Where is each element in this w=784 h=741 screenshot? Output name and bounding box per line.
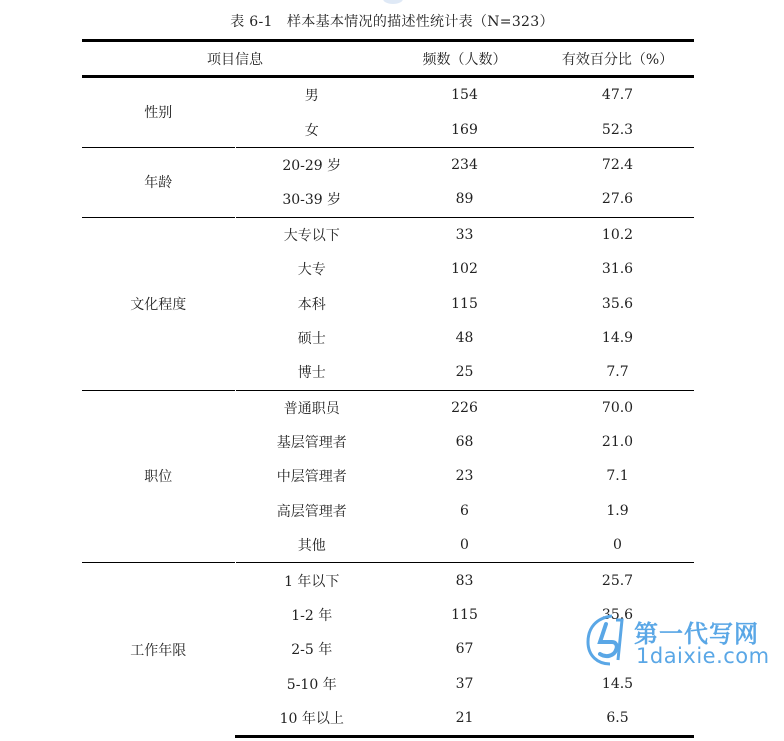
count-cell: 115 (451, 607, 478, 624)
percent-cell: 35.6 (601, 607, 634, 624)
table-row (82, 77, 694, 113)
item-cell: 5-10 年 (286, 676, 337, 693)
count-cell: 33 (388, 217, 541, 252)
percent-cell: 25.7 (541, 563, 694, 598)
table-row (82, 563, 694, 598)
count-cell: 226 (388, 390, 541, 425)
percent-cell: 21.0 (601, 434, 634, 451)
watermark-domain-text: 1daixie.com (636, 644, 770, 668)
count-cell: 234 (388, 147, 541, 182)
percent-cell: 7.1 (606, 468, 629, 485)
percent-cell: 6.5 (541, 701, 694, 737)
table-row (82, 390, 694, 425)
header-project-info: 项目信息 (82, 41, 388, 77)
count-cell: 48 (455, 329, 474, 346)
item-cell: 高层管理者 (276, 503, 347, 520)
item-cell: 普通职员 (235, 390, 388, 425)
header-percent: 有效百分比（%） (541, 41, 694, 77)
category-cell: 职位 (82, 390, 235, 563)
category-cell: 年龄 (82, 147, 235, 217)
top-decoration (383, 0, 403, 4)
count-cell: 6 (460, 502, 469, 519)
table-caption: 表 6-1 样本基本情况的描述性统计表（N=323） (230, 14, 554, 30)
count-cell: 68 (455, 434, 474, 451)
header-frequency: 频数（人数） (388, 41, 541, 77)
category-cell: 文化程度 (82, 217, 235, 390)
count-cell: 37 (455, 675, 474, 692)
item-cell: 本科 (297, 296, 326, 313)
watermark-chinese-text: 第一代写网 (634, 620, 759, 648)
percent-cell: 31.6 (601, 261, 634, 278)
percent-cell: 47.7 (541, 77, 694, 113)
count-cell: 169 (451, 121, 478, 138)
item-cell: 大专 (297, 262, 326, 279)
item-cell: 1 年以下 (235, 563, 388, 598)
item-cell: 30-39 岁 (282, 192, 342, 209)
item-cell: 女 (304, 122, 319, 139)
category-cell: 工作年限 (82, 563, 235, 737)
percent-cell: 35.6 (601, 295, 634, 312)
percent-cell: 10.2 (541, 217, 694, 252)
percent-cell: 7.7 (606, 364, 629, 381)
item-cell: 其他 (297, 538, 326, 555)
percent-cell: 14.9 (601, 329, 634, 346)
count-cell: 102 (451, 261, 478, 278)
item-cell: 10 年以上 (235, 701, 388, 737)
count-cell: 154 (388, 77, 541, 113)
count-cell: 67 (455, 641, 474, 658)
percent-cell: 70.0 (541, 390, 694, 425)
count-cell: 89 (455, 191, 474, 208)
watermark-logo-icon (582, 612, 628, 668)
item-cell: 基层管理者 (276, 435, 347, 452)
table-row (82, 147, 694, 182)
percent-cell: 27.6 (601, 191, 634, 208)
table-row (82, 217, 694, 252)
count-cell: 25 (455, 364, 474, 381)
watermark (582, 612, 782, 672)
item-cell: 博士 (297, 365, 326, 382)
item-cell: 2-5 年 (291, 642, 333, 659)
count-cell: 21 (388, 701, 541, 737)
percent-cell: 72.4 (541, 147, 694, 182)
item-cell: 20-29 岁 (235, 147, 388, 182)
percent-cell: 14.5 (601, 675, 634, 692)
item-cell: 硕士 (297, 330, 326, 347)
count-cell: 83 (388, 563, 541, 598)
category-cell: 性别 (82, 77, 235, 148)
count-cell: 115 (451, 295, 478, 312)
count-cell: 23 (455, 468, 474, 485)
item-cell: 中层管理者 (276, 469, 347, 486)
item-cell: 大专以下 (235, 217, 388, 252)
percent-cell: 52.3 (601, 121, 634, 138)
count-cell: 0 (460, 537, 469, 554)
percent-cell: 1.9 (606, 502, 629, 519)
item-cell: 1-2 年 (291, 608, 333, 625)
item-cell: 男 (235, 77, 388, 113)
header-row (82, 41, 694, 77)
percent-cell: 0 (613, 537, 622, 554)
